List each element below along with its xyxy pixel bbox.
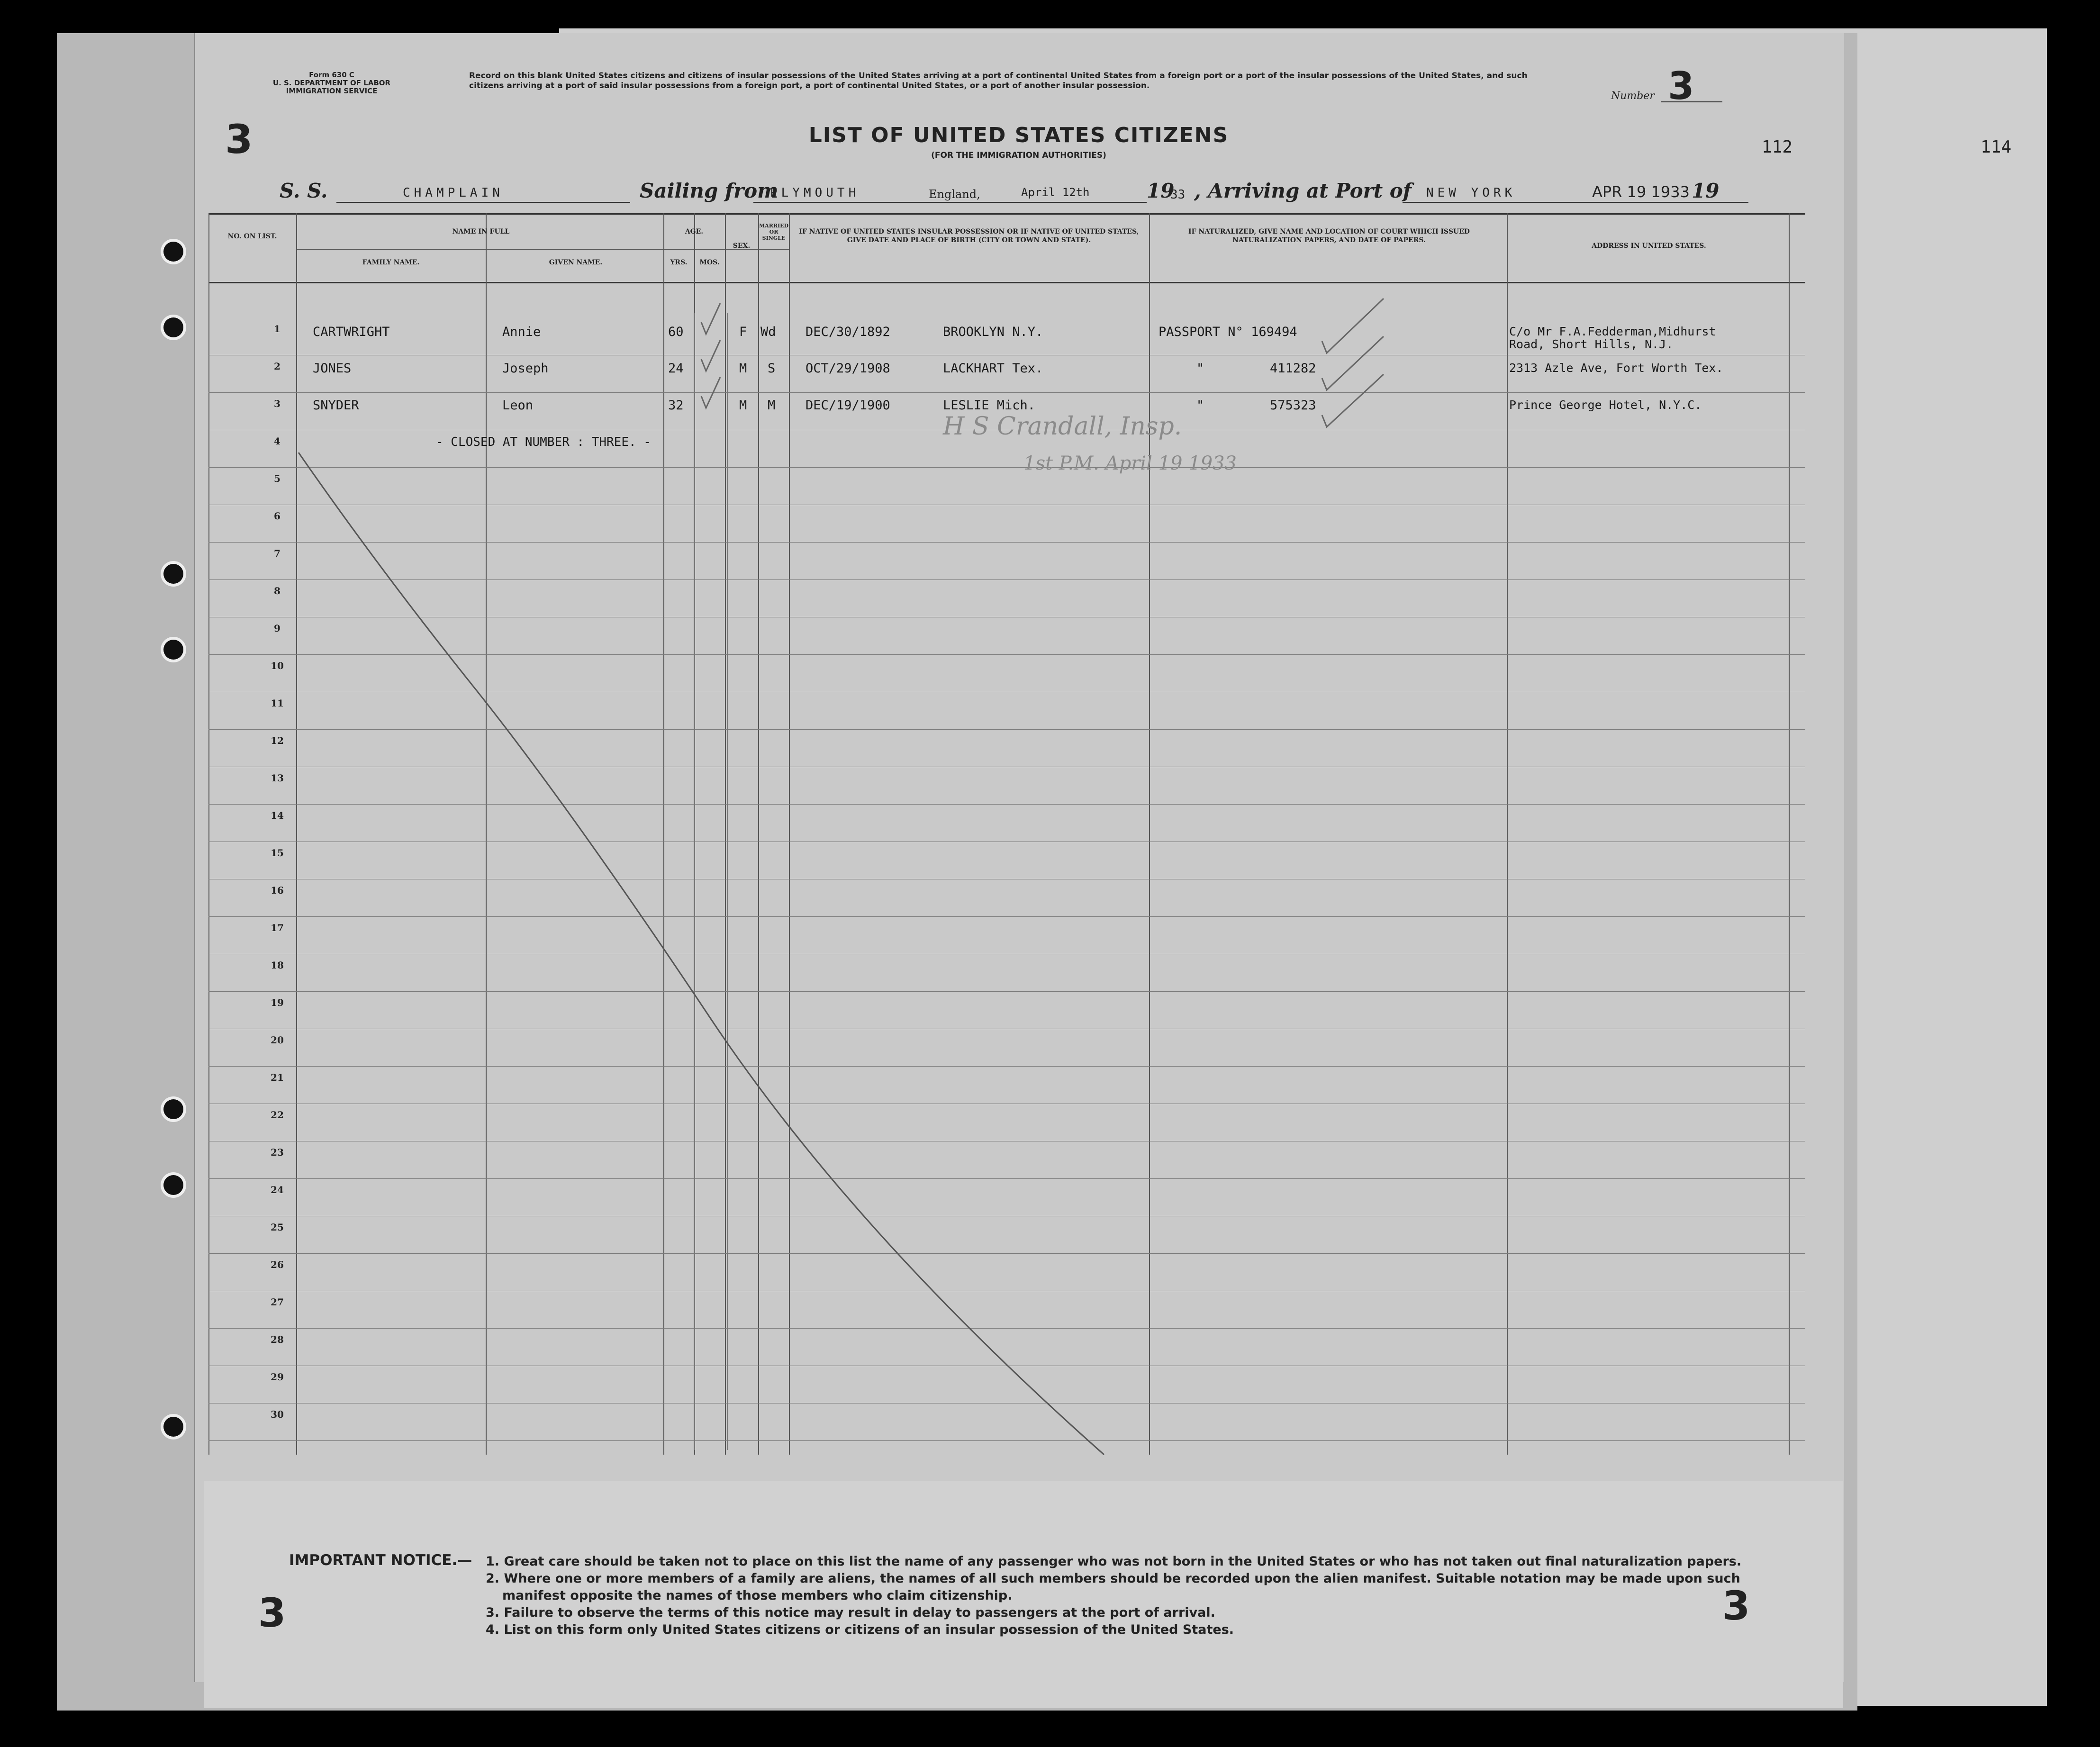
col-header-married: MARRIED OR SINGLE bbox=[759, 223, 789, 241]
row-number: 10 bbox=[271, 660, 284, 671]
notice-item: 2. Where one or more members of a family are aliens, the names of all such members should be recorded upon the alien manifest. Suitable notation may be made upon such bbox=[486, 1571, 1740, 1586]
marital-status: Wd bbox=[760, 325, 776, 339]
col-header-sex: SEX. bbox=[733, 242, 751, 250]
row-number: 20 bbox=[271, 1034, 284, 1046]
sailing-date: April 12th bbox=[1021, 186, 1090, 199]
sailing-from-label: Sailing from bbox=[640, 179, 778, 202]
page-number: 112 bbox=[1762, 137, 1793, 157]
sex: M bbox=[739, 361, 747, 376]
form-number: Form 630 C bbox=[309, 71, 354, 79]
naturalization-papers: PASSPORT N° 169494 bbox=[1159, 325, 1297, 339]
family-name: JONES bbox=[313, 361, 352, 376]
given-name: Leon bbox=[502, 398, 534, 413]
row-number: 19 bbox=[271, 997, 284, 1008]
sex: F bbox=[739, 325, 747, 339]
row-number: 25 bbox=[271, 1222, 284, 1233]
age-years: 32 bbox=[668, 398, 684, 413]
birth-date: DEC/30/1892 bbox=[806, 325, 890, 339]
row-number: 21 bbox=[271, 1072, 284, 1083]
given-name: Annie bbox=[502, 325, 541, 339]
row-number: 4 bbox=[274, 435, 281, 447]
signature-date: 1st P.M. April 19 1933 bbox=[1023, 453, 1237, 474]
marital-status: M bbox=[768, 398, 776, 413]
address: 2313 Azle Ave, Fort Worth Tex. bbox=[1509, 361, 1723, 375]
col-header-age: AGE. bbox=[685, 228, 704, 235]
check-mark-icon bbox=[1322, 374, 1384, 427]
arrival-port: NEW YORK bbox=[1426, 186, 1516, 200]
notice-item: manifest opposite the names of those members who claim citizenship. bbox=[502, 1588, 1013, 1603]
row-number: 7 bbox=[274, 548, 281, 559]
cancel-line bbox=[299, 453, 1104, 1455]
col-header-birth: IF NATIVE OF UNITED STATES INSULAR POSSESSION OR IF NATIVE OF UNITED STATES, GIVE DATE AND PLACE OF BIRTH (CITY OR TOWN AND STATE). bbox=[799, 228, 1139, 244]
address: C/o Mr F.A.Fedderman,Midhurst bbox=[1509, 325, 1716, 338]
col-header-name: NAME IN FULL bbox=[452, 228, 510, 235]
row-number: 29 bbox=[271, 1371, 284, 1383]
row-number: 17 bbox=[271, 922, 284, 933]
corner-mark: 3 bbox=[258, 1590, 286, 1636]
check-mark-icon bbox=[701, 377, 720, 408]
row-number: 13 bbox=[271, 772, 284, 784]
address: Prince George Hotel, N.Y.C. bbox=[1509, 398, 1702, 412]
row-number: 18 bbox=[271, 959, 284, 971]
age-years: 60 bbox=[668, 325, 684, 339]
year-prefix: 19 bbox=[1147, 179, 1175, 202]
given-name: Joseph bbox=[502, 361, 549, 376]
row-number: 12 bbox=[271, 735, 284, 746]
service: IMMIGRATION SERVICE bbox=[286, 87, 378, 95]
notice-title: IMPORTANT NOTICE.— bbox=[289, 1552, 472, 1569]
naturalization-papers: 575323 bbox=[1270, 398, 1316, 413]
ship-name: CHAMPLAIN bbox=[403, 186, 504, 200]
birth-place: LESLIE Mich. bbox=[943, 398, 1036, 413]
birth-date: DEC/19/1900 bbox=[806, 398, 890, 413]
from-port: PLYMOUTH bbox=[770, 186, 860, 200]
corner-mark: 3 bbox=[225, 116, 253, 163]
age-years: 24 bbox=[668, 361, 684, 376]
row-number: 2 bbox=[274, 361, 281, 372]
notice-item: 4. List on this form only United States citizens or citizens of an insular possession of the United States. bbox=[486, 1622, 1234, 1637]
inspector-signature: H S Crandall, Insp. bbox=[943, 412, 1182, 441]
birth-date: OCT/29/1908 bbox=[806, 361, 890, 376]
row-number: 6 bbox=[274, 510, 281, 522]
row-number: 1 bbox=[274, 323, 281, 335]
ss-label: S. S. bbox=[280, 179, 328, 202]
arrival-stamp: APR 19 1933 bbox=[1592, 183, 1690, 201]
row-number: 15 bbox=[271, 847, 284, 859]
back-page-number: 114 bbox=[1981, 137, 2012, 157]
arriving-label: , Arriving at Port of bbox=[1194, 179, 1412, 202]
page-title: LIST OF UNITED STATES CITIZENS bbox=[808, 123, 1229, 147]
row-number: 3 bbox=[274, 398, 281, 409]
col-header-address: ADDRESS IN UNITED STATES. bbox=[1592, 242, 1706, 250]
form-instructions: Record on this blank United States citizens and citizens of insular possessions of the United States arriving at a port of continental United States from a foreign port or a port of the insular possessions of the United States, and such citizens arriving at a port of said insular possessions from a foreign port, a port of continental United States, or a port of another insular possession. bbox=[469, 71, 1528, 91]
row-number: 11 bbox=[271, 697, 284, 709]
col-header-given: GIVEN NAME. bbox=[549, 259, 603, 266]
year-suffix: 33 bbox=[1170, 188, 1186, 202]
row-number: 27 bbox=[271, 1296, 284, 1308]
year-two: 19 bbox=[1692, 179, 1720, 202]
col-header-no: NO. ON LIST. bbox=[227, 233, 277, 240]
page-subtitle: (FOR THE IMMIGRATION AUTHORITIES) bbox=[931, 151, 1106, 160]
row-number: 30 bbox=[271, 1409, 284, 1420]
sex: M bbox=[739, 398, 747, 413]
check-mark-icon bbox=[701, 303, 720, 334]
ditto-mark: " bbox=[1196, 361, 1204, 376]
notice-item: 1. Great care should be taken not to place on this list the name of any passenger who was not born in the United States or who has not taken out final naturalization papers. bbox=[486, 1554, 1742, 1569]
check-mark-icon bbox=[701, 340, 720, 371]
notice-item: 3. Failure to observe the terms of this notice may result in delay to passengers at the port of arrival. bbox=[486, 1605, 1215, 1620]
row-number: 14 bbox=[271, 810, 284, 821]
corner-mark: 3 bbox=[1722, 1583, 1750, 1629]
naturalization-papers: 411282 bbox=[1270, 361, 1316, 376]
col-header-yrs: YRS. bbox=[670, 259, 688, 266]
marital-status: S bbox=[768, 361, 776, 376]
list-number: 3 bbox=[1668, 64, 1694, 108]
col-header-naturalized: IF NATURALIZED, GIVE NAME AND LOCATION OF COURT WHICH ISSUED NATURALIZATION PAPERS, AND DATE OF PAPERS. bbox=[1188, 228, 1470, 244]
row-number: 24 bbox=[271, 1184, 284, 1195]
row-number: 16 bbox=[271, 885, 284, 896]
row-number: 9 bbox=[274, 623, 281, 634]
birth-place: BROOKLYN N.Y. bbox=[943, 325, 1043, 339]
col-header-family: FAMILY NAME. bbox=[362, 259, 420, 266]
closed-at-number: - CLOSED AT NUMBER : THREE. - bbox=[436, 435, 651, 449]
col-header-mos: MOS. bbox=[699, 259, 720, 266]
row-number: 5 bbox=[274, 473, 281, 484]
row-number: 28 bbox=[271, 1334, 284, 1345]
ditto-mark: " bbox=[1196, 398, 1204, 413]
number-label: Number bbox=[1611, 90, 1655, 102]
address-line-2: Road, Short Hills, N.J. bbox=[1509, 337, 1674, 351]
family-name: CARTWRIGHT bbox=[313, 325, 390, 339]
department: U. S. DEPARTMENT OF LABOR bbox=[272, 79, 391, 87]
family-name: SNYDER bbox=[313, 398, 359, 413]
row-number: 26 bbox=[271, 1259, 284, 1270]
birth-place: LACKHART Tex. bbox=[943, 361, 1043, 376]
row-number: 8 bbox=[274, 585, 281, 597]
row-number: 23 bbox=[271, 1147, 284, 1158]
row-number: 22 bbox=[271, 1109, 284, 1121]
country: England, bbox=[929, 188, 980, 201]
